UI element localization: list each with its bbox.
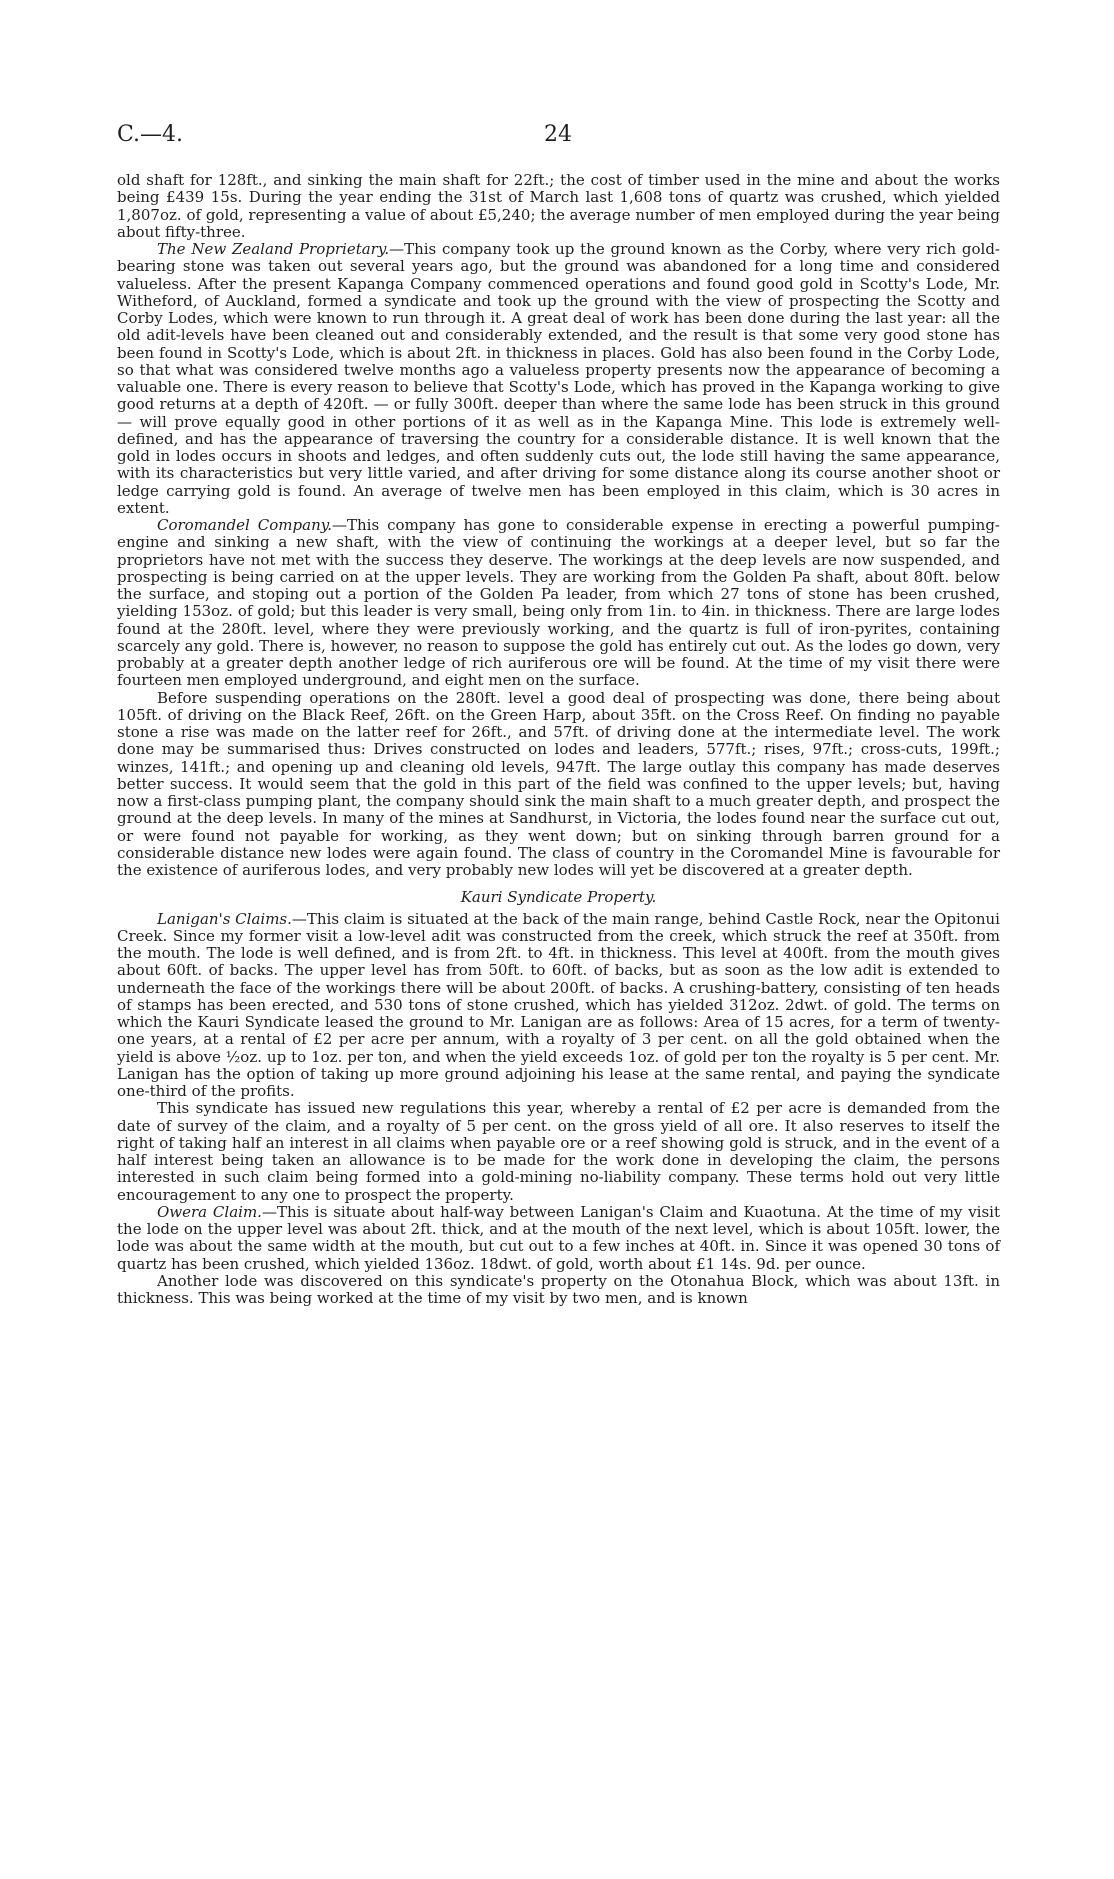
paragraph — [117, 1204, 1000, 1273]
paragraph-lead: Owera Claim. — [157, 1202, 262, 1221]
paragraph-lead: Coromandel Company. — [157, 516, 332, 534]
paragraph-text: —This company has gone to considerable expense in erecting a powerful pumping-engine and sinking a new shaft, with the view of continuing the workings at a deeper level, but so far the proprietors have not met with the success they deserve. The workings at the deep levels are now suspended, and prospecting is being carried on at the upper levels. They are working from the Golden Pa shaft, about 80ft. below the surface, and stoping out a portion of the Golden Pa leader, from which 27 tons of stone has been crushed, yielding 153oz. of gold; but this leader is very small, being only from 1in. to 4in. in thickness. There are large lodes found at the 280ft. level, where they were previously working, and the quartz is full of iron-pyrites, containing scarcely any gold. There is, however, no reason to suppose the gold has entirely cut out. As the lodes go down, very probably at a greater depth another ledge of rich auriferous ore will be found. At the time of my visit there were fourteen men employed underground, and eight men on the surface. — [117, 516, 1000, 690]
paragraph-text: —This claim is situated at the back of the main range, behind Castle Rock, near the Opitonui Creek. Since my former visit a low-level adit was constructed from the creek, which struck the reef at 350ft. from the mouth. The lode is well defined, and is from 2ft. to 4ft. in thickness. This level at 400ft. from the mouth gives about 60ft. of backs. The upper level has from 50ft. to 60ft. of backs, but as soon as the low adit is extended to underneath the face of the workings there will be about 200ft. of backs. A crushing-battery, consisting of ten heads of stamps has been erected, and 530 tons of stone crushed, which has yielded 312oz. 2dwt. of gold. The terms on which the Kauri Syndicate leased the ground to Mr. Lanigan are as follows: Area of 15 acres, for a term of twenty-one years, at a rental of £2 per acre per annum, with a royalty of 3 per cent. on all the gold obtained when the yield is above ½oz. up to 1oz. per ton, and when the yield exceeds 1oz. of gold per ton the royalty is 5 per cent. Mr. Lanigan has the option of taking up more ground adjoining his lease at the same rental, and paying the syndicate one-third of the profits. — [117, 909, 1000, 1100]
paragraph — [117, 690, 1000, 880]
paragraph — [117, 517, 1000, 690]
paragraph-text: Another lode was discovered on this syndicate's property on the Otonahua Block, which was about 13ft. in thickness. This was being worked at the time of my visit by two men, and is known — [117, 1271, 1000, 1307]
paragraph — [117, 911, 1000, 1101]
document-reference: C.—4. — [117, 122, 184, 147]
paragraph — [117, 172, 1000, 241]
paragraph-lead: The New Zealand Proprietary. — [157, 240, 390, 258]
paragraph-text: old shaft for 128ft., and sinking the main shaft for 22ft.; the cost of timber used in the mine and about the works being £439 15s. During the year ending the 31st of March last 1,608 tons of quartz was crushed, which yielded 1,807oz. of gold, representing a value of about £5,240; the average number of men employed during the year being about fifty-three. — [117, 171, 1000, 241]
paragraph-text: —This company took up the ground known as the Corby, where very rich gold-bearing stone was taken out several years ago, but the ground was abandoned for a long time and considered valueless. After the present Kapanga Company commenced operations and found good gold in Scotty's Lode, Mr. Witheford, of Auckland, formed a syndicate and took up the ground with the view of prospecting the Scotty and Corby Lodes, which were known to run through it. A great deal of work has been done during the last year: all the old adit-levels have been cleaned out and considerably extended, and the result is that some very good stone has been found in Scotty's Lode, which is about 2ft. in thickness in places. Gold has also been found in the Corby Lode, so that what was considered twelve months ago a valueless property presents now the appearance of becoming a valuable one. There is every reason to believe that Scotty's Lode, which has proved in the Kapanga working to give good returns at a depth of 420ft. — or fully 300ft. deeper than where the same lode has been struck in this ground — will prove equally good in other portions of it as well as in the Kapanga Mine. This lode is extremely well-defined, and has the appearance of traversing the country for a considerable distance. It is well known that the gold in lodes occurs in shoots and ledges, and often suddenly cuts out, the lode still having the same appearance, with its characteristics but very little varied, and after driving for some distance along its course another shoot or ledge carrying gold is found. An average of twelve men has been employed in this claim, which is 30 acres in extent. — [117, 240, 1000, 517]
paragraph-text: Before suspending operations on the 280ft. level a good deal of prospecting was done, there being about 105ft. of driving on the Black Reef, 26ft. on the Green Harp, about 35ft. on the Cross Reef. On finding no payable stone a rise was made on the latter reef for 26ft., and 57ft. of driving done at the intermediate level. The work done may be summarised thus: Drives constructed on lodes and leaders, 577ft.; rises, 97ft.; cross-cuts, 199ft.; winzes, 141ft.; and opening up and cleaning old levels, 947ft. The large outlay this company has made deserves better success. It would seem that the gold in this part of the field was confined to the upper levels; but, having now a first-class pumping plant, the company should sink the main shaft to a much greater depth, and prospect the ground at the deep levels. In many of the mines at Sandhurst, in Victoria, the lodes found near the surface cut out, or were found not payable for working, as they went down; but on sinking through barren ground for a considerable distance new lodes were again found. The class of country in the Coromandel Mine is favourable for the existence of auriferous lodes, and very probably new lodes will yet be discovered at a greater depth. — [117, 688, 1000, 879]
paragraph-text: —This is situate about half-way between Lanigan's Claim and Kuaotuna. At the time of my visit the lode on the upper level was about 2ft. thick, and at the mouth of the next level, which is about 105ft. lower, the lode was about the same width at the mouth, but cut out to a few inches at 40ft. in. Since it was opened 30 tons of quartz has been crushed, which yielded 136oz. 18dwt. of gold, worth about £1 14s. 9d. per ounce. — [117, 1202, 1000, 1273]
paragraph-text: This syndicate has issued new regulations this year, whereby a rental of £2 per acre is demanded from the date of survey of the claim, and a royalty of 5 per cent. on the gross yield of all ore. It also reserves to itself the right of taking half an interest in all claims when payable ore or a reef showing gold is struck, and in the event of a half interest being taken an allowance is to be made for the work done in developing the claim, the persons interested in such claim being formed into a gold-mining no-liability company. These terms hold out very little encouragement to any one to prospect the property. — [117, 1099, 1000, 1204]
section-heading: Kauri Syndicate Property. — [460, 888, 657, 907]
paragraph — [117, 1100, 1000, 1204]
paragraph — [117, 1273, 1000, 1308]
paragraph-lead: Lanigan's Claims. — [157, 909, 292, 928]
page-number: 24 — [544, 122, 572, 147]
page-header — [117, 122, 999, 152]
paragraph — [117, 241, 1000, 517]
document-body — [117, 172, 1000, 1307]
